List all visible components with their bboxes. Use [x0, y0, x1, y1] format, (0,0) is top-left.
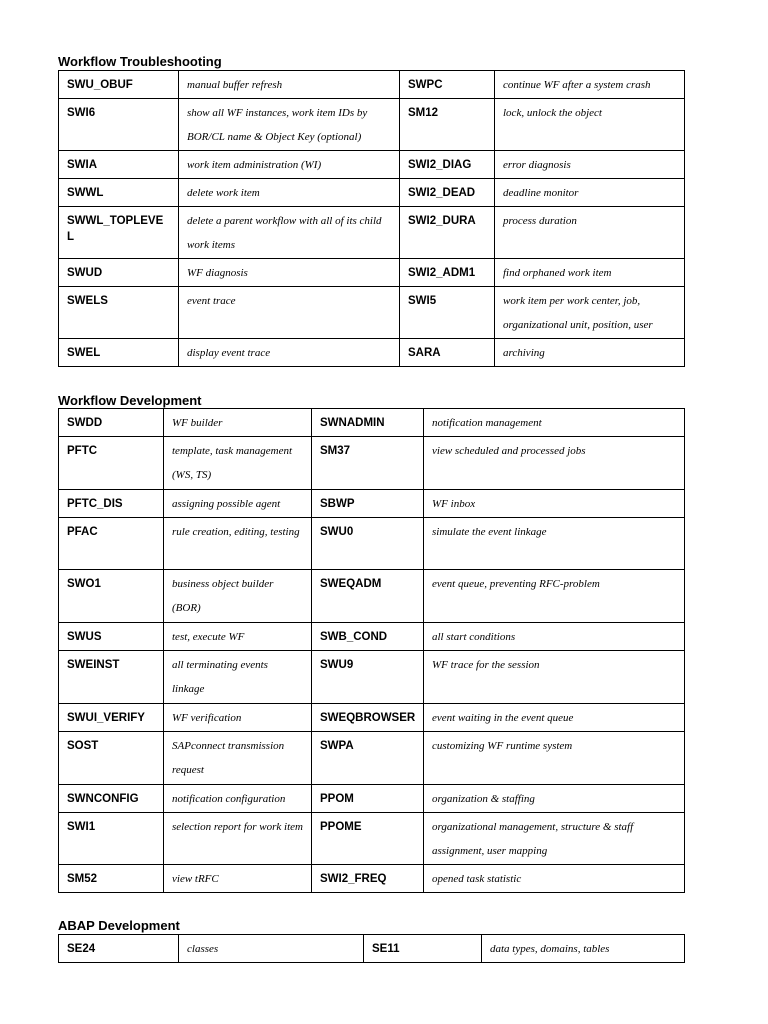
table-row	[59, 490, 685, 518]
tcode-cell: SWU_OBUF	[59, 71, 179, 99]
description-cell: find orphaned work item	[495, 259, 685, 287]
tcode-cell: SOST	[59, 732, 164, 785]
table-row	[59, 151, 685, 179]
description-cell: SAPconnect transmission request	[164, 732, 312, 785]
description-cell: process duration	[495, 207, 685, 259]
description-cell: all start conditions	[424, 623, 685, 651]
description-cell: business object builder (BOR)	[164, 570, 312, 623]
tcode-cell: SWI2_ADM1	[400, 259, 495, 287]
description-cell: work item per work center, job, organizational unit, position, user	[495, 287, 685, 339]
table-row	[59, 287, 685, 339]
tcode-cell: SWI2_DIAG	[400, 151, 495, 179]
description-cell: show all WF instances, work item IDs by BOR/CL name & Object Key (optional)	[179, 99, 400, 151]
table-row	[59, 704, 685, 732]
tcode-cell: SE24	[59, 935, 179, 963]
tcode-cell: SWEQBROWSER	[312, 704, 424, 732]
tcode-cell: SWNADMIN	[312, 409, 424, 437]
tcode-cell: SWI2_DURA	[400, 207, 495, 259]
description-cell: lock, unlock the object	[495, 99, 685, 151]
tcode-cell: SWUD	[59, 259, 179, 287]
tcode-cell: SE11	[364, 935, 482, 963]
description-cell: delete a parent workflow with all of its child work items	[179, 207, 400, 259]
description-cell: assigning possible agent	[164, 490, 312, 518]
table-row	[59, 179, 685, 207]
description-cell: delete work item	[179, 179, 400, 207]
tcode-cell: SWI6	[59, 99, 179, 151]
description-cell: organizational management, structure & staff assignment, user mapping	[424, 813, 685, 865]
tcode-cell: SWWL	[59, 179, 179, 207]
description-cell: WF verification	[164, 704, 312, 732]
tcode-cell: SWPC	[400, 71, 495, 99]
tcode-cell: SARA	[400, 339, 495, 367]
table-row	[59, 437, 685, 490]
description-cell: notification configuration	[164, 785, 312, 813]
section-title: Workflow Development	[58, 393, 202, 408]
description-cell: WF diagnosis	[179, 259, 400, 287]
description-cell: archiving	[495, 339, 685, 367]
tcode-cell: PPOME	[312, 813, 424, 865]
section-workflow-troubleshooting	[58, 54, 222, 70]
description-cell: view scheduled and processed jobs	[424, 437, 685, 490]
tcode-cell: SWI5	[400, 287, 495, 339]
description-cell: WF inbox	[424, 490, 685, 518]
table-row	[59, 785, 685, 813]
description-cell: error diagnosis	[495, 151, 685, 179]
tcode-cell: SM52	[59, 865, 164, 893]
table-row	[59, 409, 685, 437]
description-cell: data types, domains, tables	[482, 935, 685, 963]
tcode-cell: PFTC_DIS	[59, 490, 164, 518]
description-cell: event trace	[179, 287, 400, 339]
description-cell: deadline monitor	[495, 179, 685, 207]
tcode-cell: SWIA	[59, 151, 179, 179]
table-row	[59, 71, 685, 99]
description-cell: simulate the event linkage	[424, 518, 685, 570]
tcode-cell: SM12	[400, 99, 495, 151]
table-row	[59, 813, 685, 865]
section-title: Workflow Troubleshooting	[58, 54, 222, 69]
table-abap-development	[58, 934, 685, 963]
description-cell: rule creation, editing, testing	[164, 518, 312, 570]
section-workflow-development	[58, 393, 202, 409]
tcode-cell: SWPA	[312, 732, 424, 785]
tcode-cell: PFTC	[59, 437, 164, 490]
description-cell: manual buffer refresh	[179, 71, 400, 99]
description-cell: test, execute WF	[164, 623, 312, 651]
description-cell: event waiting in the event queue	[424, 704, 685, 732]
table-row	[59, 518, 685, 570]
table-row	[59, 207, 685, 259]
tcode-cell: SWDD	[59, 409, 164, 437]
description-cell: template, task management (WS, TS)	[164, 437, 312, 490]
table-row	[59, 259, 685, 287]
tcode-cell: PFAC	[59, 518, 164, 570]
section-abap-development	[58, 918, 180, 934]
tcode-cell: SWO1	[59, 570, 164, 623]
description-cell: customizing WF runtime system	[424, 732, 685, 785]
table-workflow-troubleshooting	[58, 70, 685, 367]
description-cell: display event trace	[179, 339, 400, 367]
description-cell: classes	[179, 935, 364, 963]
tcode-cell: SBWP	[312, 490, 424, 518]
tcode-cell: SWI1	[59, 813, 164, 865]
tcode-cell: SWEL	[59, 339, 179, 367]
description-cell: all terminating events linkage	[164, 651, 312, 704]
description-cell: opened task statistic	[424, 865, 685, 893]
description-cell: continue WF after a system crash	[495, 71, 685, 99]
tcode-cell: SWNCONFIG	[59, 785, 164, 813]
table-row	[59, 865, 685, 893]
description-cell: event queue, preventing RFC-problem	[424, 570, 685, 623]
tcode-cell: SWI2_FREQ	[312, 865, 424, 893]
description-cell: selection report for work item	[164, 813, 312, 865]
section-title: ABAP Development	[58, 918, 180, 933]
table-row	[59, 570, 685, 623]
description-cell: WF trace for the session	[424, 651, 685, 704]
tcode-cell: SWELS	[59, 287, 179, 339]
tcode-cell: SWU9	[312, 651, 424, 704]
description-cell: WF builder	[164, 409, 312, 437]
description-cell: organization & staffing	[424, 785, 685, 813]
description-cell: work item administration (WI)	[179, 151, 400, 179]
table-row	[59, 732, 685, 785]
table-row	[59, 339, 685, 367]
tcode-cell: SWI2_DEAD	[400, 179, 495, 207]
tcode-cell: SWWL_TOPLEVEL	[59, 207, 179, 259]
table-row	[59, 651, 685, 704]
table-row	[59, 935, 685, 963]
tcode-cell: SWEINST	[59, 651, 164, 704]
description-cell: view tRFC	[164, 865, 312, 893]
tcode-cell: SWUS	[59, 623, 164, 651]
table-row	[59, 623, 685, 651]
table-row	[59, 99, 685, 151]
tcode-cell: SM37	[312, 437, 424, 490]
description-cell: notification management	[424, 409, 685, 437]
tcode-cell: SWUI_VERIFY	[59, 704, 164, 732]
tcode-cell: SWB_COND	[312, 623, 424, 651]
tcode-cell: SWU0	[312, 518, 424, 570]
tcode-cell: SWEQADM	[312, 570, 424, 623]
table-workflow-development	[58, 408, 685, 893]
tcode-cell: PPOM	[312, 785, 424, 813]
